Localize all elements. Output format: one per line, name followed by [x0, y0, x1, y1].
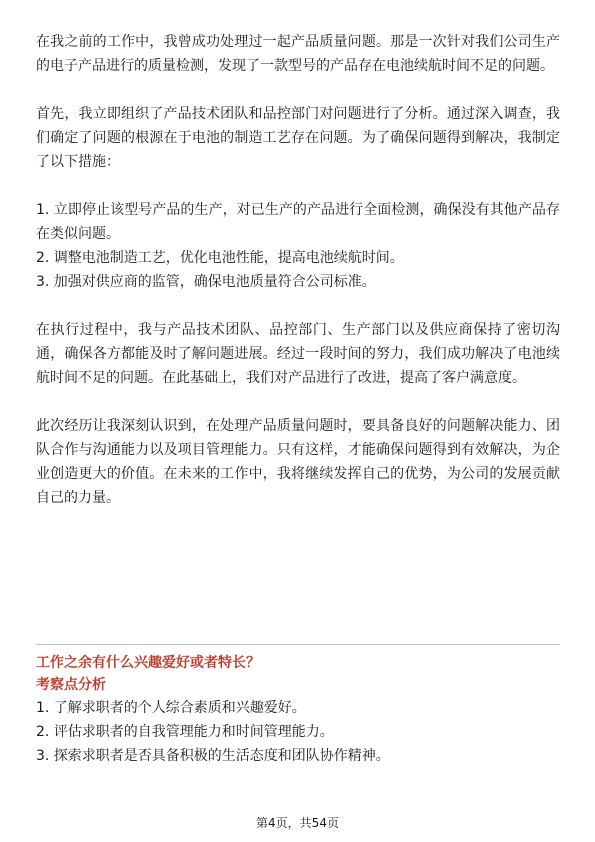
paragraph-execution: 在执行过程中，我与产品技术团队、品控部门、生产部门以及供应商保持了密切沟通，确保各方都能及时了解问题进展。经过一段时间的努力，我们成功解决了电池续航时间不足的问题。在此基础上，我们对产品进行了改进，提高了客户满意度。 — [36, 322, 560, 386]
paragraph-analysis: 首先，我立即组织了产品技术团队和品控部门对问题进行了分析。通过深入调查，我们确定了问题的根源在于电池的制造工艺存在问题。为了确保问题得到解决，我制定了以下措施： — [36, 106, 560, 170]
measures-list — [36, 198, 560, 294]
analysis-item: 3. 探索求职者是否具备积极的生活态度和团队协作精神。 — [36, 748, 390, 764]
analysis-item: 1. 了解求职者的个人综合素质和兴趣爱好。 — [36, 700, 306, 716]
paragraph-intro: 在我之前的工作中，我曾成功处理过一起产品质量问题。那是一次针对我们公司生产的电子产品进行的质量检测，发现了一款型号的产品存在电池续航时间不足的问题。 — [36, 34, 560, 74]
paragraph-reflection: 此次经历让我深刻认识到，在处理产品质量问题时，要具备良好的问题解决能力、团队合作与沟通能力以及项目管理能力。只有这样，才能确保问题得到有效解决，为企业创造更大的价值。在未来的工作中，我将继续发挥自己的优势，为公司的发展贡献自己的力量。 — [36, 418, 560, 506]
paragraph-spacer — [36, 78, 560, 102]
measure-item: 3. 加强对供应商的监管，确保电池质量符合公司标准。 — [36, 274, 376, 290]
measure-item: 1. 立即停止该型号产品的生产，对已生产的产品进行全面检测，确保没有其他产品存在类似问题。 — [36, 202, 560, 242]
paragraph-spacer — [36, 294, 560, 318]
measure-item: 2. 调整电池制造工艺，优化电池性能，提高电池续航时间。 — [36, 250, 404, 266]
answer-body — [36, 30, 560, 510]
paragraph-spacer — [36, 174, 560, 198]
question-title: 工作之余有什么兴趣爱好或者特长？ — [36, 655, 260, 671]
question-section — [36, 652, 560, 768]
paragraph-spacer — [36, 390, 560, 414]
analysis-item: 2. 评估求职者的自我管理能力和时间管理能力。 — [36, 724, 334, 740]
analysis-heading: 考察点分析 — [36, 677, 106, 693]
page-number: 第4页，共54页 — [256, 816, 339, 830]
analysis-list — [36, 696, 560, 768]
section-divider — [36, 644, 560, 645]
